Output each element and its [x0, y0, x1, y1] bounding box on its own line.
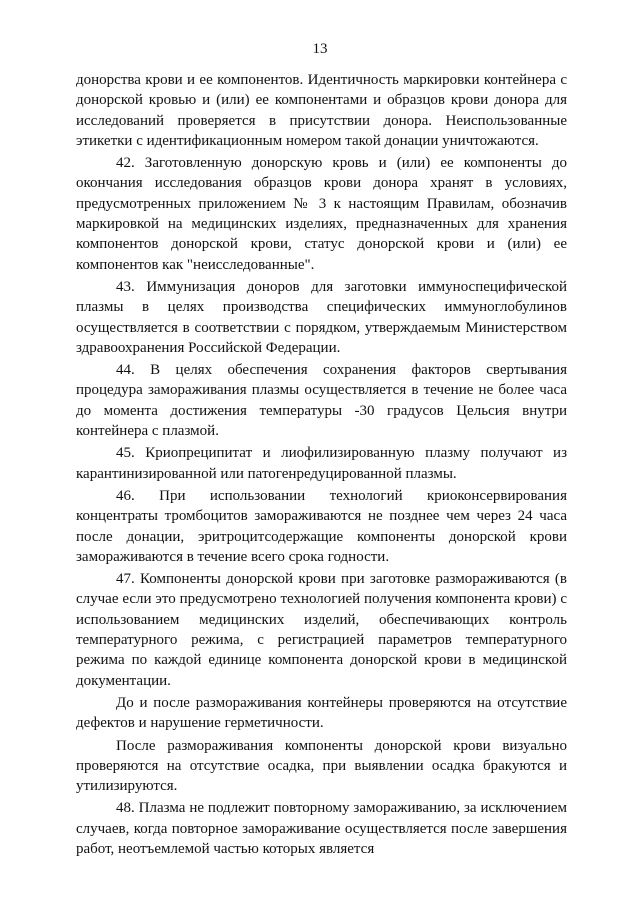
paragraph-43: 43. Иммунизация доноров для заготовки иммуноспецифической плазмы в целях производства специфических иммуноглобулинов осуществляется в соответствии с порядком, утверждаемым Министерством здравоохранения Российской Федерации. [76, 278, 567, 356]
paragraph-44: 44. В целях обеспечения сохранения факторов свертывания процедура замораживания плазмы осуществляется в течение не более часа до момента достижения температуры -30 градусов Цельсия внутри контейнера с плазмой. [76, 362, 567, 440]
paragraph-47-thawing-check: До и после размораживания контейнеры проверяются на отсутствие дефектов и нарушение герметичности. [76, 694, 567, 732]
document-body [76, 70, 567, 859]
paragraph-42: 42. Заготовленную донорскую кровь и (или) ее компоненты до окончания исследования образцов крови донора хранят в условиях, предусмотренных приложением № 3 к настоящим Правилам, обозначив маркировкой на медицинских изделиях, предназначенных для хранения компонентов донорской крови, статус донорской крови и (или) ее компонентов как "неисследованные". [76, 155, 567, 273]
page-number: 13 [312, 41, 328, 57]
paragraph-48: 48. Плазма не подлежит повторному замораживанию, за исключением случаев, когда повторное замораживание осуществляется после завершения работ, неотъемлемой частью которых является [76, 800, 567, 857]
paragraph-45: 45. Криопреципитат и лиофилизированную плазму получают из карантинизированной или патогенредуцированной плазмы. [76, 445, 567, 482]
paragraph-46: 46. При использовании технологий криоконсервирования концентраты тромбоцитов замораживаются не позднее чем через 24 часа после донации, эритроцитсодержащие компоненты донорской крови замораживаются в течение всего срока годности. [76, 487, 567, 565]
paragraph-47-sediment-check: После размораживания компоненты донорской крови визуально проверяются на отсутствие осадка, при выявлении осадка бракуются и утилизируются. [76, 737, 567, 795]
paragraph-47: 47. Компоненты донорской крови при заготовке размораживаются (в случае если это предусмотрено технологией получения компонента крови) с использованием медицинских изделий, обеспечивающих контроль температурного режима, с регистрацией параметров температурного режима по каждой единице компонента донорской крови в медицинской документации. [76, 571, 567, 689]
paragraph-continuation: донорства крови и ее компонентов. Идентичность маркировки контейнера с донорской кровью и (или) ее компонентами и образцов крови донора для исследований проверяется в присутствии донора. Неиспользованные этикетки с идентификационным номером такой донации уничтожаются. [76, 72, 567, 149]
